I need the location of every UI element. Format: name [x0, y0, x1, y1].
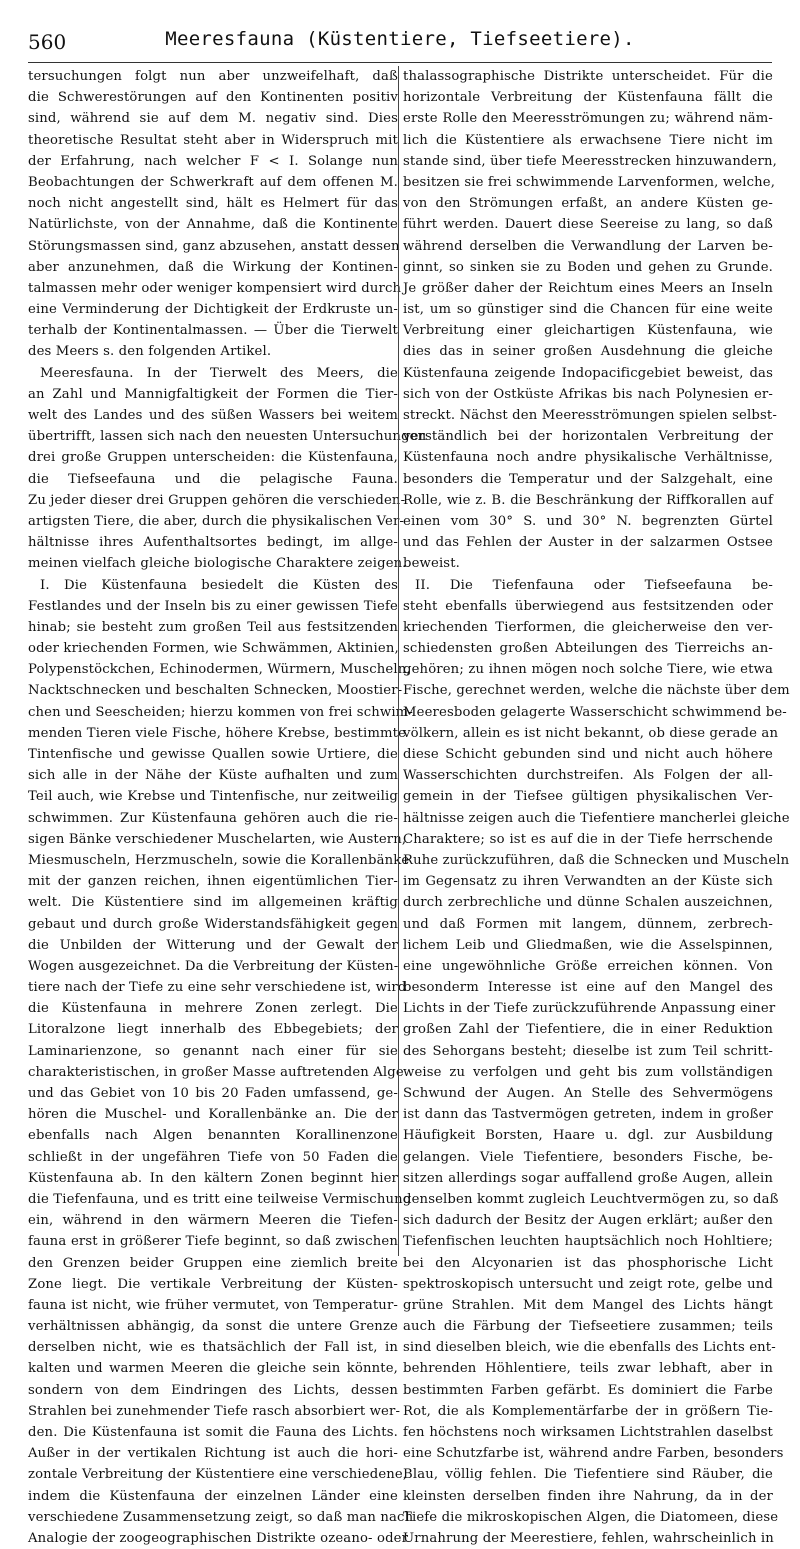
text-line: chen und Seescheiden; hierzu kommen von frei schwim- — [28, 704, 413, 720]
text-line: Litoralzone liegt innerhalb des Ebbegebiets; der — [28, 1022, 398, 1038]
text-line: die Unbilden der Witterung und der Gewalt der — [28, 937, 398, 953]
text-line: erste Rolle den Meeresströmungen zu; während näm- — [403, 111, 773, 127]
header-rule — [28, 62, 772, 63]
text-line: tiere nach der Tiefe zu eine sehr verschiedene ist, wird — [28, 980, 407, 996]
text-line: Tiefenfischen leuchten hauptsächlich noch Hohltiere; — [403, 1234, 773, 1250]
text-line: gemein in der Tiefsee gültigen physikalischen Ver- — [403, 789, 773, 805]
text-line: ein, während in den wärmern Meeren die Tiefen- — [28, 1213, 398, 1229]
text-line: talmassen mehr oder weniger kompensiert wird durch — [28, 280, 402, 296]
text-line: völkern, allein es ist nicht bekannt, ob diese gerade an — [403, 725, 779, 741]
text-line: von den Strömungen erfaßt, an andere Küsten ge- — [403, 196, 773, 212]
text-line: sind dieselben bleich, wie die ebenfalls des Lichts ent- — [403, 1340, 776, 1356]
text-line: durch zerbrechliche und dünne Schalen auszeichnen, — [403, 895, 773, 911]
text-line: eine ungewöhnliche Größe erreichen können. Von — [403, 958, 773, 974]
text-line: Meeresfauna. In der Tierwelt des Meers, die — [40, 365, 398, 381]
text-line: Beobachtungen der Schwerkraft auf dem offenen M. — [28, 174, 398, 190]
text-line: einen vom 30° S. und 30° N. begrenzten Gürtel — [403, 513, 773, 529]
text-line: welt des Landes und des süßen Wassers bei weitem — [28, 408, 398, 423]
text-line: noch nicht angestellt sind, hält es Helmert für das — [28, 196, 398, 212]
text-line: Schwund der Augen. An Stelle des Sehvermögens — [403, 1086, 773, 1101]
text-line: Zone liegt. Die vertikale Verbreitung der Küsten- — [28, 1276, 398, 1292]
text-line: hältnisse zeigen auch die Tiefentiere mancherlei gleiche — [403, 810, 790, 826]
text-line: verschiedene Zusammensetzung zeigt, so daß man nach — [28, 1509, 414, 1525]
text-line: ist dann das Tastvermögen getreten, indem in großer — [403, 1107, 773, 1123]
text-line: Küstenfauna zeigende Indopacificgebiet beweist, das — [403, 365, 773, 381]
text-line: bei den Alcyonarien ist das phosphorische Licht — [403, 1255, 773, 1271]
text-line: Urnahrung der Meerestiere, fehlen, wahrscheinlich in — [403, 1530, 774, 1546]
text-line: die Tiefseefauna und die pelagische Fauna. — [28, 471, 398, 487]
text-line: während derselben die Verwandlung der Larven be- — [403, 238, 773, 254]
text-line: die Tiefenfauna, und es tritt eine teilweise Vermischung — [28, 1191, 412, 1207]
text-line: fen höchstens noch wirksamen Lichtstrahlen daselbst — [403, 1425, 773, 1440]
text-line: besonders die Temperatur und der Salzgehalt, eine — [403, 471, 773, 487]
text-line: Meeresboden gelagerte Wasserschicht schwimmend be- — [403, 704, 787, 720]
text-line: beweist. — [403, 556, 461, 572]
text-line: Verbreitung einer gleichartigen Küstenfauna, wie — [403, 323, 773, 339]
text-line: theoretische Resultat steht aber in Widerspruch mit — [28, 132, 398, 148]
text-line: die Schwerestörungen auf den Kontinenten positiv — [28, 90, 398, 106]
text-line: die Küstenfauna in mehrere Zonen zerlegt. Die — [28, 1001, 398, 1017]
column-divider — [398, 66, 399, 1256]
text-line: Rot, die als Komplementärfarbe der in größern Tie- — [403, 1403, 773, 1419]
text-line: hören die Muschel- und Korallenbänke an. Die der — [28, 1107, 398, 1123]
text-line: mit der ganzen reichen, ihnen eigentümlichen Tier- — [28, 874, 398, 890]
text-line: Laminarienzone, so genannt nach einer für sie — [28, 1043, 398, 1059]
text-line: sondern von dem Eindringen des Lichts, dessen — [28, 1382, 398, 1398]
text-line: Zu jeder dieser drei Gruppen gehören die verschieden- — [28, 492, 406, 508]
text-line: ist, um so günstiger sind die Chancen für eine weite — [403, 302, 773, 318]
text-line: sich von der Ostküste Afrikas bis nach Polynesien er- — [403, 386, 773, 402]
text-line: sich alle in der Nähe der Küste aufhalten und zum — [28, 768, 398, 784]
text-line: weise zu verfolgen und geht bis zum vollständigen — [403, 1064, 773, 1080]
text-line: des Meers s. den folgenden Artikel. — [28, 344, 272, 360]
text-line: hinab; sie besteht zum großen Teil aus festsitzenden — [28, 619, 398, 635]
text-line: hältnisse ihres Aufenthaltsortes bedingt, im allge- — [28, 535, 398, 551]
text-line: ebenfalls nach Algen benannten Korallinenzone — [28, 1128, 398, 1144]
text-line: Strahlen bei zunehmender Tiefe rasch absorbiert wer- — [28, 1403, 401, 1419]
text-line: meinen vielfach gleiche biologische Charaktere zeigen. — [28, 556, 407, 572]
text-line: verständlich bei der horizontalen Verbreitung der — [403, 429, 773, 445]
text-line: welt. Die Küstentiere sind im allgemeinen kräftig — [28, 895, 398, 911]
text-line: horizontale Verbreitung der Küstenfauna fällt die — [403, 90, 773, 106]
text-line: führt werden. Dauert diese Seereise zu lang, so daß — [403, 217, 773, 233]
text-line: und das Fehlen der Auster in der salzarmen Ostsee — [403, 535, 773, 551]
text-line: streckt. Nächst den Meeresströmungen spielen selbst- — [403, 408, 777, 423]
text-line: sigen Bänke verschiedener Muschelarten, wie Austern, — [28, 831, 407, 847]
text-line: Küstenfauna noch andre physikalische Verhältnisse, — [403, 450, 773, 466]
text-line: Häufigkeit Borsten, Haare u. dgl. zur Ausbildung — [403, 1128, 773, 1144]
text-line: an Zahl und Mannigfaltigkeit der Formen die Tier- — [28, 386, 398, 402]
text-line: fauna erst in größerer Tiefe beginnt, so daß zwischen — [28, 1234, 398, 1250]
text-line: drei große Gruppen unterscheiden: die Küstenfauna, — [28, 450, 398, 466]
text-line: Miesmuscheln, Herzmuscheln, sowie die Korallenbänke — [28, 852, 410, 868]
text-line: den Grenzen beider Gruppen eine ziemlich breite — [28, 1255, 398, 1271]
text-line: Lichts in der Tiefe zurückzuführende Anpassung einer — [403, 1001, 776, 1017]
text-line: indem die Küstenfauna der einzelnen Länder eine — [28, 1488, 398, 1504]
text-line: Tintenfische und gewisse Quallen sowie Urtiere, die — [28, 747, 398, 762]
text-line: Fische, gerechnet werden, welche die nächste über dem — [403, 683, 790, 699]
text-line: lich die Küstentiere als erwachsene Tiere nicht im — [403, 132, 773, 148]
text-line: charakteristischen, in großer Masse auftretenden Alge — [28, 1064, 404, 1080]
text-line: lichem Leib und Gliedmaßen, wie die Asselspinnen, — [403, 937, 773, 953]
running-head: Meeresfauna (Küstentiere, Tiefseetiere). — [165, 28, 635, 50]
text-line: behrenden Höhlentiere, teils zwar lebhaft, aber in — [403, 1361, 773, 1377]
text-line: aber anzunehmen, daß die Wirkung der Kontinen- — [28, 259, 398, 275]
text-line: und das Gebiet von 10 bis 20 Faden umfassend, ge- — [28, 1086, 398, 1101]
text-line: des Sehorgans besteht; dieselbe ist zum Teil schritt- — [403, 1043, 773, 1059]
text-line: fauna ist nicht, wie früher vermutet, von Temperatur- — [28, 1297, 398, 1313]
text-line: Küstenfauna ab. In den kältern Zonen beginnt hier — [28, 1170, 398, 1186]
text-line: der Erfahrung, nach welcher F < I. Solange nun — [28, 153, 398, 169]
text-line: ginnt, so sinken sie zu Boden und gehen zu Grunde. — [403, 259, 773, 275]
text-line: kriechenden Tierformen, die gleicherweise den ver- — [403, 619, 773, 635]
text-line: sitzen allerdings sogar auffallend große Augen, allein — [403, 1170, 773, 1186]
text-line: und daß Formen mit langem, dünnem, zerbrech- — [403, 916, 773, 932]
text-line: terhalb der Kontinentalmassen. — Über die Tierwelt — [28, 323, 398, 339]
text-line: II. Die Tiefenfauna oder Tiefseefauna be- — [415, 577, 773, 593]
text-line: gehören; zu ihnen mögen noch solche Tiere, wie etwa — [403, 662, 773, 678]
text-line: steht ebenfalls überwiegend aus festsitzenden oder — [403, 598, 773, 614]
text-line: derselben nicht, wie es thatsächlich der Fall ist, in — [28, 1340, 398, 1356]
text-line: übertrifft, lassen sich nach den neuesten Untersuchungen — [28, 429, 427, 445]
text-line: den. Die Küstenfauna ist somit die Fauna des Lichts. — [28, 1425, 398, 1440]
text-line: schließt in der ungefähren Tiefe von 50 Faden die — [28, 1149, 398, 1165]
text-line: Polypenstöckchen, Echinodermen, Würmern, Muscheln, — [28, 662, 411, 678]
text-line: tersuchungen folgt nun aber unzweifelhaft, daß — [28, 69, 398, 84]
text-line: diese Schicht gebunden sind und nicht auch höhere — [403, 747, 773, 762]
text-line: denselben kommt zugleich Leuchtvermögen zu, so daß — [403, 1191, 779, 1207]
text-line: schwimmen. Zur Küstenfauna gehören auch die rie- — [28, 810, 398, 826]
text-line: zontale Verbreitung der Küstentiere eine verschiedene, — [28, 1467, 408, 1483]
text-line: sind, während sie auf dem M. negativ sind. Dies — [28, 111, 398, 127]
text-line: Analogie der zoogeographischen Distrikte ozeano- oder — [28, 1530, 409, 1546]
text-line: stande sind, über tiefe Meeresstrecken hinzuwandern, — [403, 153, 777, 169]
text-line: gelangen. Viele Tiefentiere, besonders Fische, be- — [403, 1149, 773, 1165]
text-line: Störungsmassen sind, ganz abzusehen, anstatt dessen — [28, 238, 400, 254]
text-line: im Gegensatz zu ihren Verwandten an der Küste sich — [403, 874, 773, 890]
text-line: Außer in der vertikalen Richtung ist auch die hori- — [28, 1446, 398, 1462]
text-line: Je größer daher der Reichtum eines Meers an Inseln — [403, 280, 773, 296]
text-line: thalassographische Distrikte unterscheidet. Für die — [403, 69, 773, 84]
text-line: besitzen sie frei schwimmende Larvenformen, welche, — [403, 174, 776, 190]
text-line: artigsten Tiere, die aber, durch die physikalischen Ver- — [28, 513, 405, 529]
text-line: Festlandes und der Inseln bis zu einer gewissen Tiefe — [28, 598, 398, 614]
text-line: gebaut und durch große Widerstandsfähigkeit gegen — [28, 916, 398, 932]
text-line: I. Die Küstenfauna besiedelt die Küsten des — [40, 577, 398, 593]
text-line: bestimmten Farben gefärbt. Es dominiert die Farbe — [403, 1382, 773, 1398]
text-line: Ruhe zurückzuführen, daß die Schnecken und Muscheln — [403, 852, 790, 868]
text-line: Nacktschnecken und beschalten Schnecken, Moostier- — [28, 683, 403, 699]
text-line: dies das in seiner großen Ausdehnung die gleiche — [403, 344, 773, 360]
text-line: menden Tieren viele Fische, höhere Krebse, bestimmte — [28, 725, 407, 741]
text-line: verhältnissen abhängig, da sonst die untere Grenze — [28, 1319, 398, 1335]
text-line: sich dadurch der Besitz der Augen erklärt; außer den — [403, 1213, 773, 1229]
text-line: oder kriechenden Formen, wie Schwämmen, Aktinien, — [28, 641, 399, 657]
text-line: großen Zahl der Tiefentiere, die in einer Reduktion — [403, 1022, 773, 1038]
text-line: besonderm Interesse ist eine auf den Mangel des — [403, 980, 773, 996]
text-line: Teil auch, wie Krebse und Tintenfische, nur zeitweilig — [28, 789, 398, 805]
text-line: kalten und warmen Meeren die gleiche sein könnte, — [28, 1361, 398, 1377]
left-column — [28, 66, 427, 1546]
text-line: Blau, völlig fehlen. Die Tiefentiere sind Räuber, die — [403, 1467, 773, 1483]
text-line: Tiefe die mikroskopischen Algen, die Diatomeen, diese — [403, 1509, 779, 1525]
text-line: Rolle, wie z. B. die Beschränkung der Riffkorallen auf — [403, 492, 773, 508]
page-number: 560 — [28, 30, 67, 54]
text-line: schiedensten großen Abteilungen des Tierreichs an- — [403, 641, 773, 657]
text-line: grüne Strahlen. Mit dem Mangel des Lichts hängt — [403, 1297, 773, 1313]
text-line: Wasserschichten durchstreifen. Als Folgen der all- — [403, 768, 773, 784]
text-line: Wogen ausgezeichnet. Da die Verbreitung der Küsten- — [28, 958, 399, 974]
text-line: Natürlichste, von der Annahme, daß die Kontinente — [28, 217, 398, 233]
text-line: kleinsten derselben finden ihre Nahrung, da in der — [403, 1488, 773, 1504]
text-line: eine Verminderung der Dichtigkeit der Erdkruste un- — [28, 302, 398, 318]
text-line: Charaktere; so ist es auf die in der Tiefe herrschende — [403, 831, 773, 847]
text-line: eine Schutzfarbe ist, während andre Farben, besonders — [403, 1446, 784, 1462]
text-line: spektroskopisch untersucht und zeigt rote, gelbe und — [403, 1276, 773, 1292]
page-header — [28, 28, 772, 58]
right-column — [403, 66, 790, 1546]
text-line: auch die Färbung der Tiefseetiere zusammen; teils — [403, 1319, 773, 1335]
